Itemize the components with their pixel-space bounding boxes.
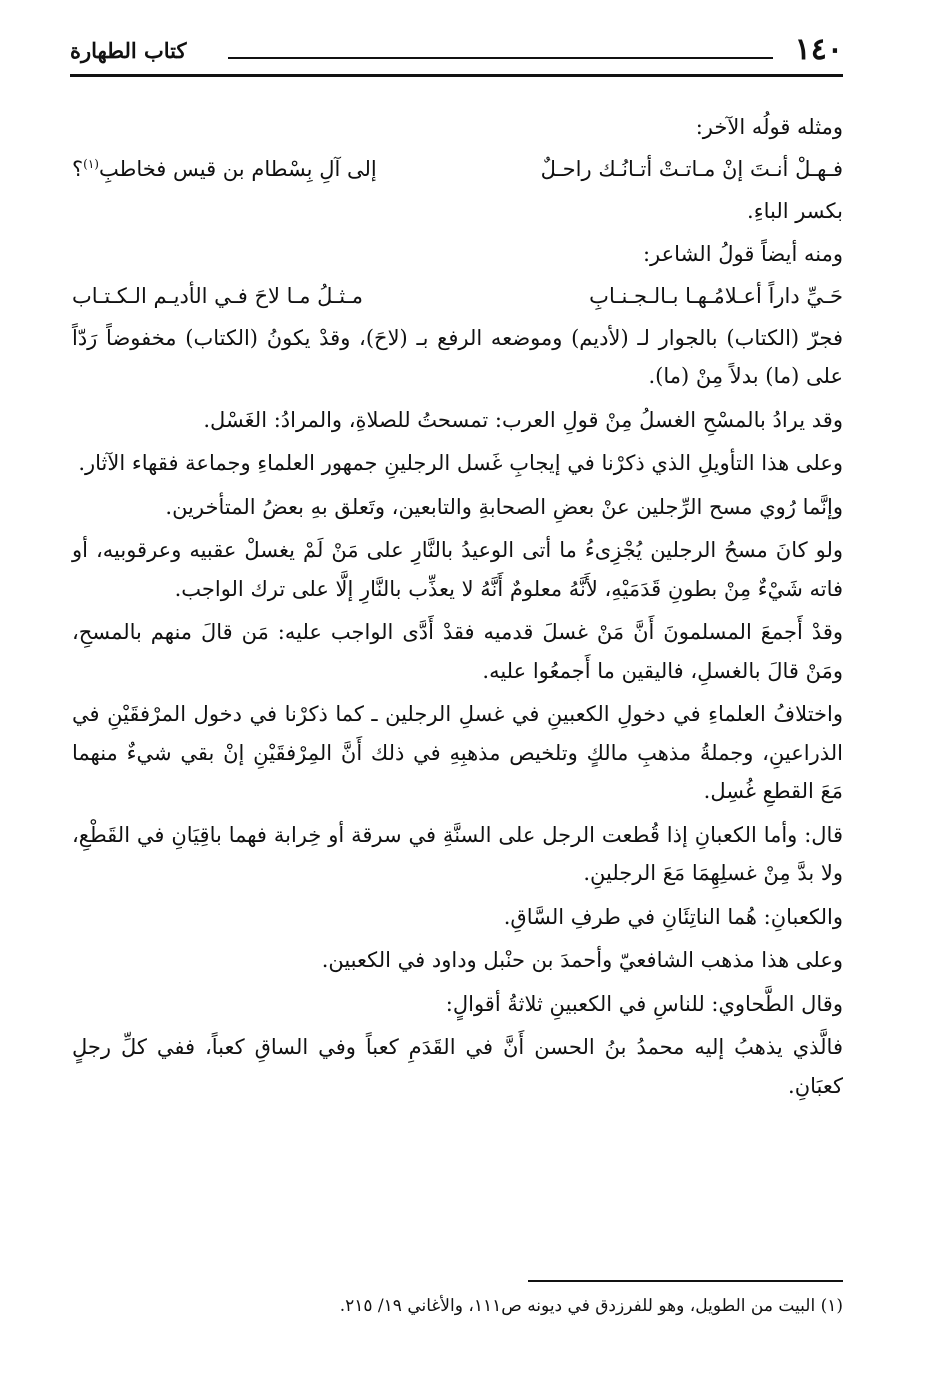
footnote-marker[interactable]: (١) [83, 156, 99, 171]
paragraph: واختلافُ العلماءِ في دخولِ الكعبينِ في غسلِ الرجلين ـ كما ذكرْنا في دخول المرْفقَيْنِ في الذراعينِ، وجملةُ مذهبِ مالكٍ وتلخيص مذهبِهِ في ذلك أَنَّ المِرْفقَيْنِ إنْ بقي شيءٌ منهما مَعَ القطعِ غُسِل. [72, 702, 843, 803]
paragraph: ولو كانَ مسحُ الرجلين يُجْزِىءُ ما أتى الوعيدُ بالنَّارِ على مَنْ لَمْ يغسلْ عقبيه وعرقوبيه، أو فاته شَيْءٌ مِنْ بطونِ قَدَمَيْهِ، لأَنَّهُ معلومٌ أَنَّهُ لا يعذِّب بالنَّارِ إلَّا على ترك الواجب. [72, 538, 843, 601]
verse-line [72, 149, 843, 189]
running-title: كتاب الطهارة [70, 38, 187, 63]
paragraph: وإنَّما رُوي مسح الرِّجلين عنْ بعضِ الصحابةِ والتابعين، وتَعلق بهِ بعضُ المتأخرين. [165, 494, 843, 519]
page-header [70, 30, 843, 74]
question-mark: ؟ [72, 156, 84, 181]
hemistich-second [72, 149, 377, 189]
paragraph: وعلى هذا التأويلِ الذي ذكرْنا في إيجابِ غَسل الرجلينِ جمهور العلماءِ وجماعة فقهاء الآثار. [78, 451, 843, 475]
paragraph: وقدْ أَجمعَ المسلمونَ أَنَّ مَنْ غسلَ قدميه فقدْ أَدَّى الواجب عليه: مَن قالَ منهم بالمسحِ، ومَنْ قالَ بالغسلِ، فاليقين ما أَجمعُوا عليه. [72, 620, 843, 683]
paragraph: وقد يرادُ بالمسْحِ الغسلُ مِنْ قولِ العرب: تمسحتُ للصلاةِ، والمرادُ: الغَسْل. [203, 407, 843, 432]
paragraph: ومثله قولُه الآخر: [695, 115, 843, 139]
hemistich-first: حَـيِّ داراً أعـلامُـهـا بـالـجـنـابِ [589, 283, 843, 308]
hemistich-second: مـثـلُ مـا لاحَ فـي الأديـم الـكـتـاب [72, 283, 363, 308]
footnotes [72, 1292, 843, 1320]
paragraph: وعلى هذا مذهب الشافعيّ وأحمدَ بن حنْبل وداود في الكعبين. [321, 948, 843, 972]
paragraph: بكسر الباءِ. [747, 198, 843, 223]
page-number: ١٤٠ [794, 32, 843, 67]
hemistich-first: فـهـلْ أنـتَ إنْ مـاتـتْ أتـانُـك راحـلٌ [540, 156, 843, 181]
header-title-rule [228, 57, 773, 59]
main-text [72, 108, 843, 1258]
paragraph: والكعبانِ: هُما الناتِئَانِ في طرفِ السَّاقِ. [503, 904, 843, 929]
paragraph: قال: وأما الكعبانِ إذا قُطعت الرجل على السنَّةِ في سرقة أو خِرابة فهما باقِيَانِ في القَطْعِ، ولا بدَّ مِنْ غسلِهِمَا مَعَ الرجلينِ. [72, 822, 843, 885]
verse-line [72, 276, 843, 316]
paragraph: وقال الطَّحاوي: للناسِ في الكعبينِ ثلاثةُ أقوالٍ: [445, 991, 843, 1016]
footnote: (١) البيت من الطويل، وهو للفرزدق في ديونه ص١١١، والأغاني ١٩/ ٢١٥. [339, 1296, 843, 1316]
header-divider [70, 74, 843, 77]
hemistich-text: إلى آلِ بِسْطام بن قيس فخاطبِ [98, 156, 377, 181]
paragraph: فالَّذي يذهبُ إليه محمدُ بنُ الحسن أَنَّ في القَدَمِ كعباً وفي الساقِ كعباً، ففي كلِّ رجلٍ كعبَانِ. [72, 1035, 843, 1098]
paragraph: ومنه أيضاً قولُ الشاعر: [642, 242, 843, 266]
footnote-divider [528, 1280, 843, 1282]
paragraph: فجرّ (الكتاب) بالجوار لـ (لأديم) وموضعه الرفع بـ (لاحَ)، وقدْ يكونُ (الكتاب) مخفوضاً رَدّاً على (ما) بدلاً مِنْ (ما). [72, 325, 843, 388]
